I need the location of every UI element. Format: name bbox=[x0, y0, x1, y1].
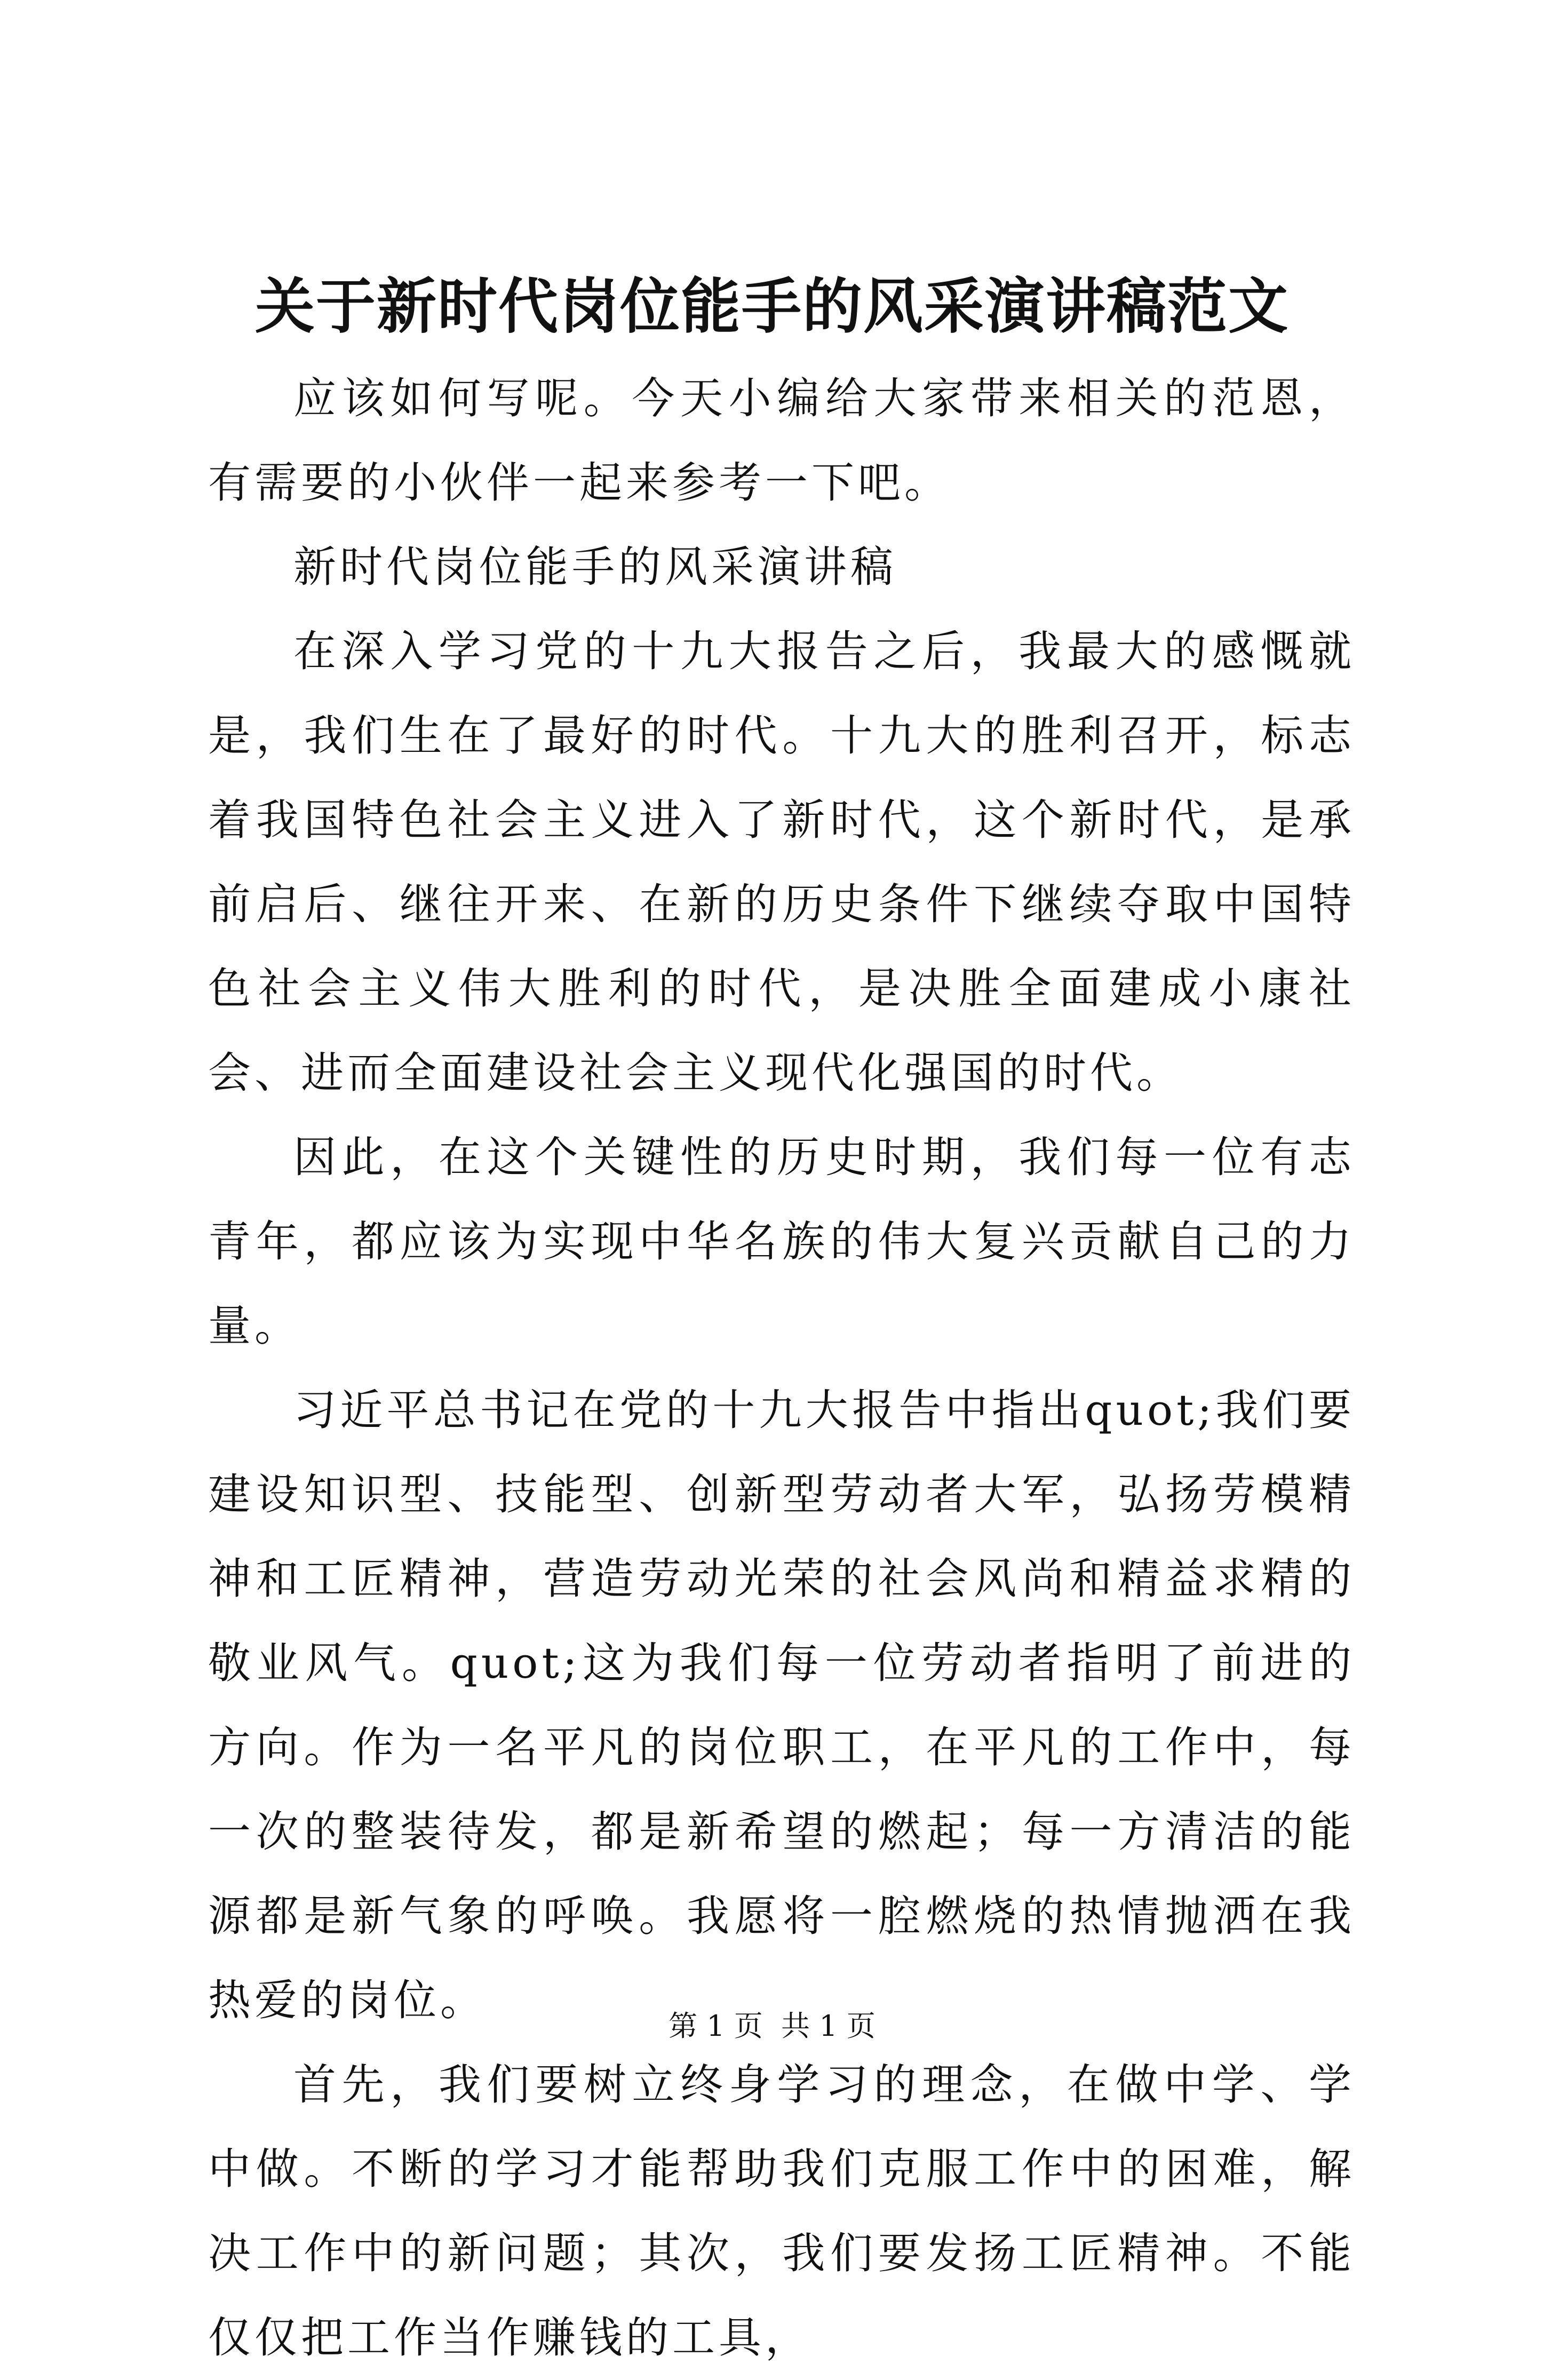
document-body bbox=[208, 356, 1355, 2380]
page-footer: 第 1 页 共 1 页 bbox=[668, 2009, 876, 2043]
paragraph-report-quote: 习近平总书记在党的十九大报告中指出quot;我们要建设知识型、技能型、创新型劳动者大军，弘扬劳模精神和工匠精神，营造劳动光荣的社会风尚和精益求精的敬业风气。quot;这为我们每一位劳动者指明了前进的方向。作为一名平凡的岗位职工，在平凡的工作中，每一次的整装待发，都是新希望的燃起；每一方清洁的能源都是新气象的呼唤。我愿将一腔燃烧的热情抛洒在我热爱的岗位。 bbox=[208, 1385, 1355, 2025]
paragraph-intro: 应该如何写呢。今天小编给大家带来相关的范恩，有需要的小伙伴一起来参考一下吧。 bbox=[208, 374, 1355, 507]
paragraph-subtitle: 新时代岗位能手的风采演讲稿 bbox=[293, 542, 897, 592]
paragraph-youth: 因此，在这个关键性的历史时期，我们每一位有志青年，都应该为实现中华名族的伟大复兴贡献自己的力量。 bbox=[208, 1132, 1355, 1351]
paragraph-learning: 首先，我们要树立终身学习的理念，在做中学、学中做。不断的学习才能帮助我们克服工作中的困难，解决工作中的新问题；其次，我们要发扬工匠精神。不能仅仅把工作当作赚钱的工具， bbox=[208, 2060, 1355, 2362]
document-title: 关于新时代岗位能手的风采演讲稿范文 bbox=[255, 272, 1289, 342]
paragraph-era: 在深入学习党的十九大报告之后，我最大的感慨就是，我们生在了最好的时代。十九大的胜利召开，标志着我国特色社会主义进入了新时代，这个新时代，是承前启后、继往开来、在新的历史条件下继续夺取中国特色社会主义伟大胜利的时代，是决胜全面建成小康社会、进而全面建设社会主义现代化强国的时代。 bbox=[208, 626, 1355, 1098]
